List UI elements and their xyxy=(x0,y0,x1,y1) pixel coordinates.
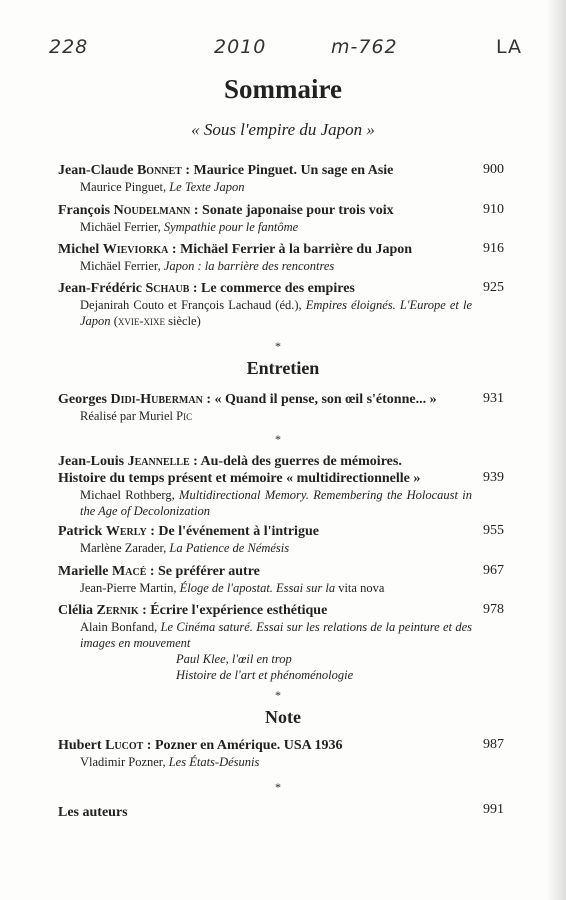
author-first-name: Jean-Frédéric xyxy=(58,281,146,296)
author-last-name: Lucot xyxy=(105,738,144,753)
entry-heading xyxy=(58,280,498,297)
entry-reference-line2 xyxy=(58,651,498,667)
toc-entry xyxy=(58,241,498,274)
entry-heading xyxy=(58,453,498,470)
section-heading-note: Note xyxy=(265,707,301,727)
page-number: 925 xyxy=(483,280,504,295)
page-number: 931 xyxy=(483,391,504,406)
author-first-name: Marielle xyxy=(58,564,113,579)
toc-entry xyxy=(58,602,498,683)
entry-title: : Se préférer autre xyxy=(146,564,260,579)
entry-title: : Écrire l'expérience esthétique xyxy=(138,603,328,618)
entry-reference xyxy=(58,408,498,424)
reference-work: Le Cinéma saturé. Essai sur les relations de la peinture et des images en mouvement xyxy=(80,620,472,650)
toc-entry xyxy=(58,737,498,770)
page-number: 939 xyxy=(483,470,504,485)
reference-work-roman: vita nova xyxy=(338,581,385,595)
reference-author: Marlène Zarader, xyxy=(80,541,170,555)
author-first-name: Michel xyxy=(58,242,103,257)
reference-tail: siècle xyxy=(165,314,197,328)
section-separator: * xyxy=(275,688,281,702)
section-separator: * xyxy=(275,432,281,446)
entry-title: : Au-delà des guerres de mémoires. xyxy=(189,454,402,469)
author-first-name: François xyxy=(58,203,114,218)
page-number: 978 xyxy=(483,602,504,617)
author-last-name: Werly xyxy=(105,524,147,539)
reference-author: Michäel Ferrier, xyxy=(80,259,164,273)
reference-surname: Pic xyxy=(176,409,193,423)
entry-title: : « Quand il pense, son œil s'étonne... » xyxy=(202,392,437,407)
handwritten-note-code: m-762 xyxy=(331,36,398,58)
page-number: 967 xyxy=(483,563,504,578)
entry-title: : Michäel Ferrier à la barrière du Japon xyxy=(168,242,413,257)
reference-work-3: Histoire de l'art et phénoménologie xyxy=(176,668,354,682)
reference-author: Alain Bonfand, xyxy=(80,620,161,634)
page-title: Sommaire xyxy=(224,74,342,104)
entry-reference xyxy=(58,487,472,519)
section-separator: * xyxy=(275,339,281,353)
entry-heading xyxy=(58,602,498,619)
author-first-name: Clélia xyxy=(58,603,97,618)
entry-reference xyxy=(58,619,472,651)
page-number: 955 xyxy=(483,523,504,538)
author-last-name: Bonnet xyxy=(136,163,182,178)
toc-entry xyxy=(58,453,498,519)
entry-title: : De l'événement à l'intrigue xyxy=(146,524,319,539)
author-first-name: Georges xyxy=(58,392,111,407)
page-number: 991 xyxy=(483,802,504,817)
handwritten-note-year: 2010 xyxy=(214,36,267,58)
reference-work: Les États-Désunis xyxy=(168,755,260,769)
reference-work: Multidirectional Memory. Remembering the Holocaust in the Age of Decolonization xyxy=(80,488,473,518)
entry-heading xyxy=(58,563,498,580)
author-last-name: Zernik xyxy=(96,603,139,618)
entry-reference xyxy=(58,540,498,556)
entry-heading xyxy=(58,162,498,179)
page-number: 987 xyxy=(483,737,504,752)
page-number: 916 xyxy=(483,241,504,256)
entry-heading xyxy=(58,391,498,408)
entry-reference xyxy=(58,179,498,195)
entry-heading xyxy=(58,202,498,219)
reference-work: La Patience de Némésis xyxy=(169,541,290,555)
reference-author: Jean-Pierre Martin, xyxy=(80,581,180,595)
author-last-name: Noudelmann xyxy=(113,203,191,218)
entry-title-line2: Histoire du temps présent et mémoire « multidirectionnelle » xyxy=(58,471,421,486)
reference-work: Japon : la barrière des rencontres xyxy=(163,259,335,273)
handwritten-note-right: LA xyxy=(496,36,523,58)
reference-author: Maurice Pinguet, xyxy=(80,180,170,194)
author-last-name: Didi-Huberman xyxy=(110,392,203,407)
toc-entry xyxy=(58,162,498,195)
toc-entry xyxy=(58,523,498,556)
entry-heading xyxy=(58,737,498,754)
entry-reference xyxy=(58,219,498,235)
reference-work: Éloge de l'apostat. Essai sur la xyxy=(179,581,339,595)
reference-work: Sympathie pour le fantôme xyxy=(163,220,299,234)
toc-entry xyxy=(58,280,498,329)
entry-title: : Maurice Pinguet. Un sage en Asie xyxy=(181,163,394,178)
toc-entry xyxy=(58,563,498,596)
author-first-name: Jean-Claude xyxy=(58,163,137,178)
reference-work: Empires éloignés. L'Europe et le Japon xyxy=(80,298,472,328)
authors-label: Les auteurs xyxy=(58,805,128,820)
handwritten-note-left: 228 xyxy=(49,36,89,58)
entry-heading xyxy=(58,241,498,258)
author-first-name: Patrick xyxy=(58,524,106,539)
entry-title: : Sonate japonaise pour trois voix xyxy=(190,203,394,218)
section-heading-entretien: Entretien xyxy=(246,358,320,378)
author-last-name: Schaub xyxy=(145,281,190,296)
entry-heading xyxy=(58,523,498,540)
entry-reference xyxy=(58,754,498,770)
reference-work-2: Paul Klee, l'œil en trop xyxy=(176,652,292,666)
author-last-name: Wieviorka xyxy=(102,242,169,257)
page-subtitle: « Sous l'empire du Japon » xyxy=(191,120,375,139)
author-last-name: Jeannelle xyxy=(127,454,190,469)
page-number: 900 xyxy=(483,162,504,177)
section-separator: * xyxy=(275,780,281,794)
reference-author: Dejanirah Couto et François Lachaud (éd.), xyxy=(80,298,306,312)
reference-author: Réalisé par Muriel xyxy=(80,409,177,423)
author-first-name: Hubert xyxy=(58,738,106,753)
reference-author: Michael Rothberg, xyxy=(80,488,180,502)
toc-entry xyxy=(58,391,498,424)
entry-reference xyxy=(58,580,498,596)
reference-author: Vladimir Pozner, xyxy=(80,755,169,769)
entry-reference xyxy=(58,258,498,274)
toc-entry xyxy=(58,202,498,235)
reference-author: Michäel Ferrier, xyxy=(80,220,164,234)
entry-reference: Dejanirah Couto et François Lachaud (éd.), Empires éloignés. L'Europe et le Japon (xvie-xixe siècle) xyxy=(80,298,472,328)
author-last-name: Macé xyxy=(112,564,147,579)
reference-work: Le Texte Japon xyxy=(169,180,245,194)
author-first-name: Jean-Louis xyxy=(58,454,128,469)
entry-reference-line3 xyxy=(58,667,498,683)
page-number: 910 xyxy=(483,202,504,217)
toc-entry-authors xyxy=(58,804,498,821)
entry-title: : Le commerce des empires xyxy=(189,281,355,296)
entry-title: : Pozner en Amérique. USA 1936 xyxy=(143,738,343,753)
reference-century: xvie-xixe xyxy=(117,314,166,328)
